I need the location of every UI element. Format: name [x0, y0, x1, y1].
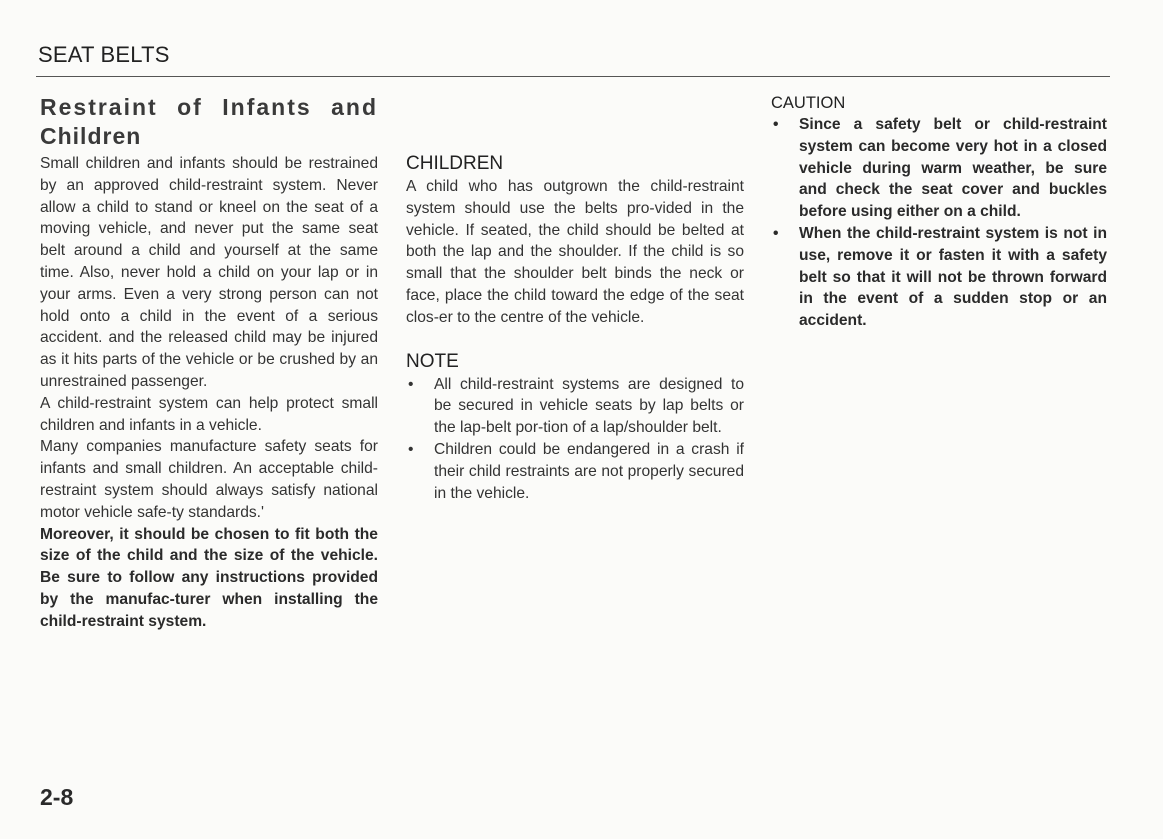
- note-item-text: Children could be endangered in a crash if their child restraints are not properly secured in the vehicle.: [434, 440, 744, 502]
- intro-paragraph: Small children and infants should be restrained by an approved child-restraint system. Never allow a child to stand or kneel on the seat of a moving vehicle, and never put the same seat belt around a child and yourself at the same time. Also, never hold a child on your lap or in your arms. Even a very strong person can not hold onto a child in the event of a serious accident. and the released child may be injured as it hits parts of the vehicle or be crushed by an unrestrained passenger.: [40, 155, 378, 390]
- fit-instructions-paragraph: Moreover, it should be chosen to fit both the size of the child and the size of the vehicle. Be sure to follow any instructions provided by the manufac-turer when installing the child-restraint system.: [40, 525, 378, 630]
- children-heading: CHILDREN: [406, 153, 504, 174]
- standards-paragraph: Many companies manufacture safety seats for infants and small children. An acceptable child-restraint system should always satisfy national motor vehicle safe-ty standards.': [40, 438, 378, 521]
- children-paragraph: A child who has outgrown the child-restraint system should use the belts pro-vided in the vehicle. If seated, the child should be belted at both the lap and the shoulder. If the child is so small that the shoulder belt binds the neck or face, place the child toward the edge of the seat clos-er to the centre of the vehicle.: [406, 178, 744, 326]
- note-item: [406, 439, 744, 504]
- note-list: [406, 374, 744, 505]
- caution-heading: CAUTION: [771, 94, 846, 112]
- caution-item-text: Since a safety belt or child-restraint system can become very hot in a closed vehicle during warm weather, be sure and check the seat cover and buckles before using either on a child.: [799, 116, 1107, 221]
- caution-item-text: When the child-restraint system is not in use, remove it or fasten it with a safety belt so that it will not be thrown forward in the event of a sudden stop or an accident.: [799, 224, 1107, 330]
- caution-list: [771, 114, 1107, 332]
- section-title: SEAT BELTS: [38, 42, 170, 67]
- bullet-dot-icon: •: [408, 440, 414, 458]
- bullet-dot-icon: •: [408, 375, 414, 393]
- header-divider: [36, 76, 1110, 77]
- page-number: 2-8: [40, 784, 74, 810]
- note-heading: NOTE: [406, 350, 459, 372]
- caution-item: [771, 114, 1107, 223]
- note-item-text: All child-restraint systems are designed to be secured in vehicle seats by lap belts or the lap-belt por-tion of a lap/shoulder belt.: [434, 375, 744, 437]
- caution-item: [771, 223, 1107, 332]
- bullet-dot-icon: •: [773, 224, 779, 242]
- middle-column: [406, 152, 744, 504]
- main-heading-line-1: Restraint of Infants and: [40, 94, 378, 120]
- note-item: [406, 374, 744, 439]
- bullet-dot-icon: •: [773, 116, 779, 133]
- main-heading: [40, 93, 378, 151]
- left-column: [40, 93, 378, 633]
- right-column: [771, 93, 1107, 332]
- protection-paragraph: A child-restraint system can help protect small children and infants in a vehicle.: [40, 394, 378, 434]
- main-heading-line-2: Children: [40, 123, 142, 149]
